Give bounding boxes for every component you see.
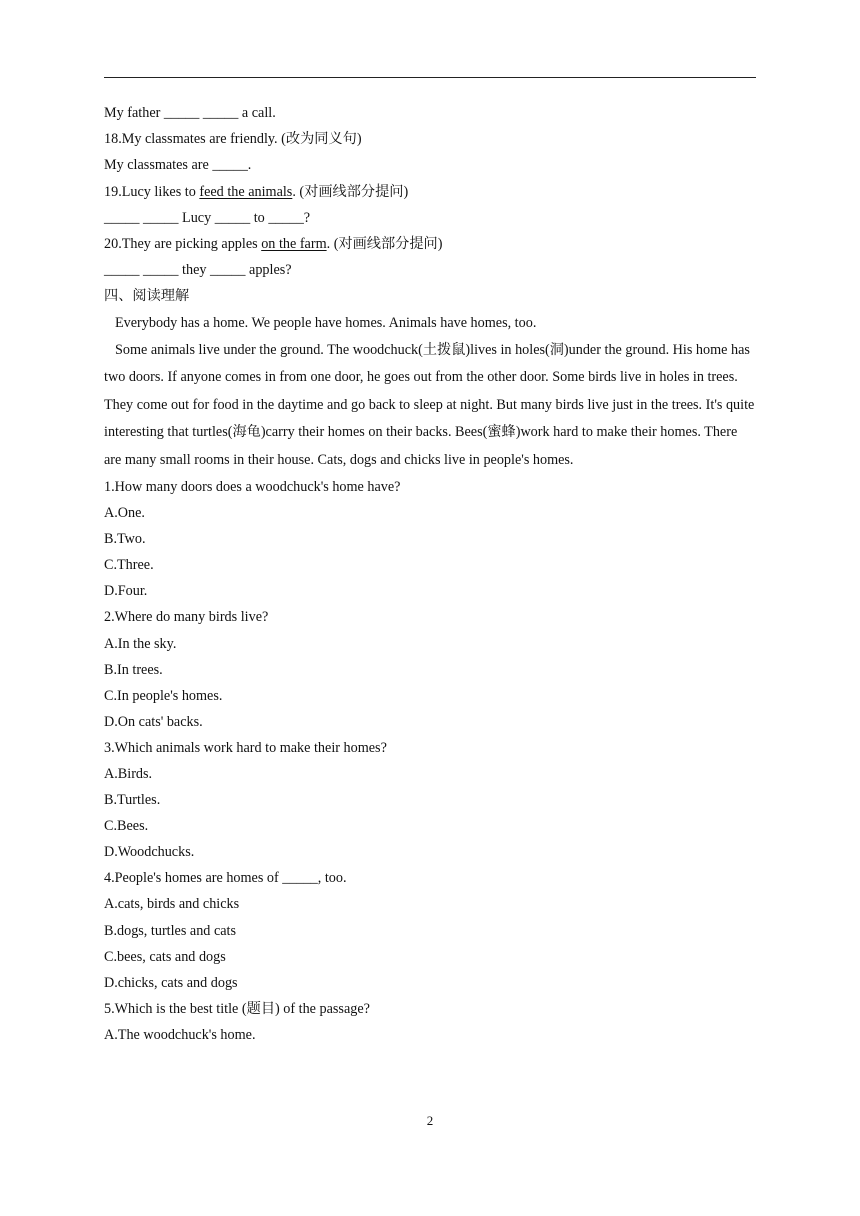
option-c: C.bees, cats and dogs xyxy=(104,948,226,965)
section-title: 四、阅读理解 xyxy=(104,288,190,305)
question-stem: 1.How many doors does a woodchuck's home have? xyxy=(104,478,401,495)
option-d: D.On cats' backs. xyxy=(104,713,203,730)
option-b: B.In trees. xyxy=(104,661,163,678)
page-number: 2 xyxy=(426,1113,434,1128)
question-5 xyxy=(104,996,756,1048)
question-stem: 4.People's homes are homes of _____, too. xyxy=(104,870,347,887)
option-d: D.Four. xyxy=(104,583,148,600)
option-c: C.In people's homes. xyxy=(104,687,223,704)
q20-before: 20.They are picking apples xyxy=(104,235,262,252)
page-content xyxy=(104,100,756,1048)
question-2 xyxy=(104,604,756,734)
option-a: A.One. xyxy=(104,505,145,522)
q19-answer-line: _____ _____ Lucy _____ to _____? xyxy=(104,209,311,226)
q19-before: 19.Lucy likes to xyxy=(104,183,200,200)
reading-passage xyxy=(104,310,756,474)
option-b: B.Turtles. xyxy=(104,792,161,809)
passage-paragraph-2: Some animals live under the ground. The woodchuck(土拨鼠)lives in holes(洞)under the ground. His home has two doors. If anyone comes in from one door, he goes out from the other door. Some birds live in holes in trees. They come out for food in the daytime and go back to sleep at night. But many birds live just in the trees. It's quite interesting that turtles(海龟)carry their homes on their backs. Bees(蜜蜂)work hard to make their homes. There are many small rooms in their house. Cats, dogs and chicks live in people's homes. xyxy=(104,341,755,468)
q19-question xyxy=(104,179,756,205)
option-a: A.In the sky. xyxy=(104,635,177,652)
option-b: B.dogs, turtles and cats xyxy=(104,922,237,939)
q19-after: . (对画线部分提问) xyxy=(292,183,409,200)
question-4 xyxy=(104,865,756,995)
header-rule xyxy=(104,77,756,78)
option-a: A.The woodchuck's home. xyxy=(104,1026,256,1043)
q20-answer-line: _____ _____ they _____ apples? xyxy=(104,262,292,279)
q20-question xyxy=(104,231,756,257)
question-stem: 5.Which is the best title (题目) of the passage? xyxy=(104,1000,370,1017)
question-stem: 2.Where do many birds live? xyxy=(104,609,269,626)
option-b: B.Two. xyxy=(104,531,146,548)
q18-answer-line: My classmates are _____. xyxy=(104,157,252,174)
question-stem: 3.Which animals work hard to make their homes? xyxy=(104,739,387,756)
question-3 xyxy=(104,735,756,865)
q18-text: My classmates are friendly. (改为同义句) xyxy=(121,131,362,148)
q18-question xyxy=(104,126,756,152)
q20-after: . (对画线部分提问) xyxy=(326,235,443,252)
option-c: C.Three. xyxy=(104,557,154,574)
option-c: C.Bees. xyxy=(104,818,149,835)
option-d: D.chicks, cats and dogs xyxy=(104,974,238,991)
q19-underlined: feed the animals xyxy=(199,183,293,200)
option-d: D.Woodchucks. xyxy=(104,844,195,861)
q17-answer-line: My father _____ _____ a call. xyxy=(104,105,276,121)
passage-paragraph-1: Everybody has a home. We people have homes. Animals have homes, too. xyxy=(115,314,537,331)
q18-number: 18. xyxy=(104,131,122,148)
option-a: A.cats, birds and chicks xyxy=(104,896,240,913)
q20-underlined: on the farm xyxy=(261,235,327,252)
option-a: A.Birds. xyxy=(104,765,153,782)
question-1 xyxy=(104,474,756,604)
